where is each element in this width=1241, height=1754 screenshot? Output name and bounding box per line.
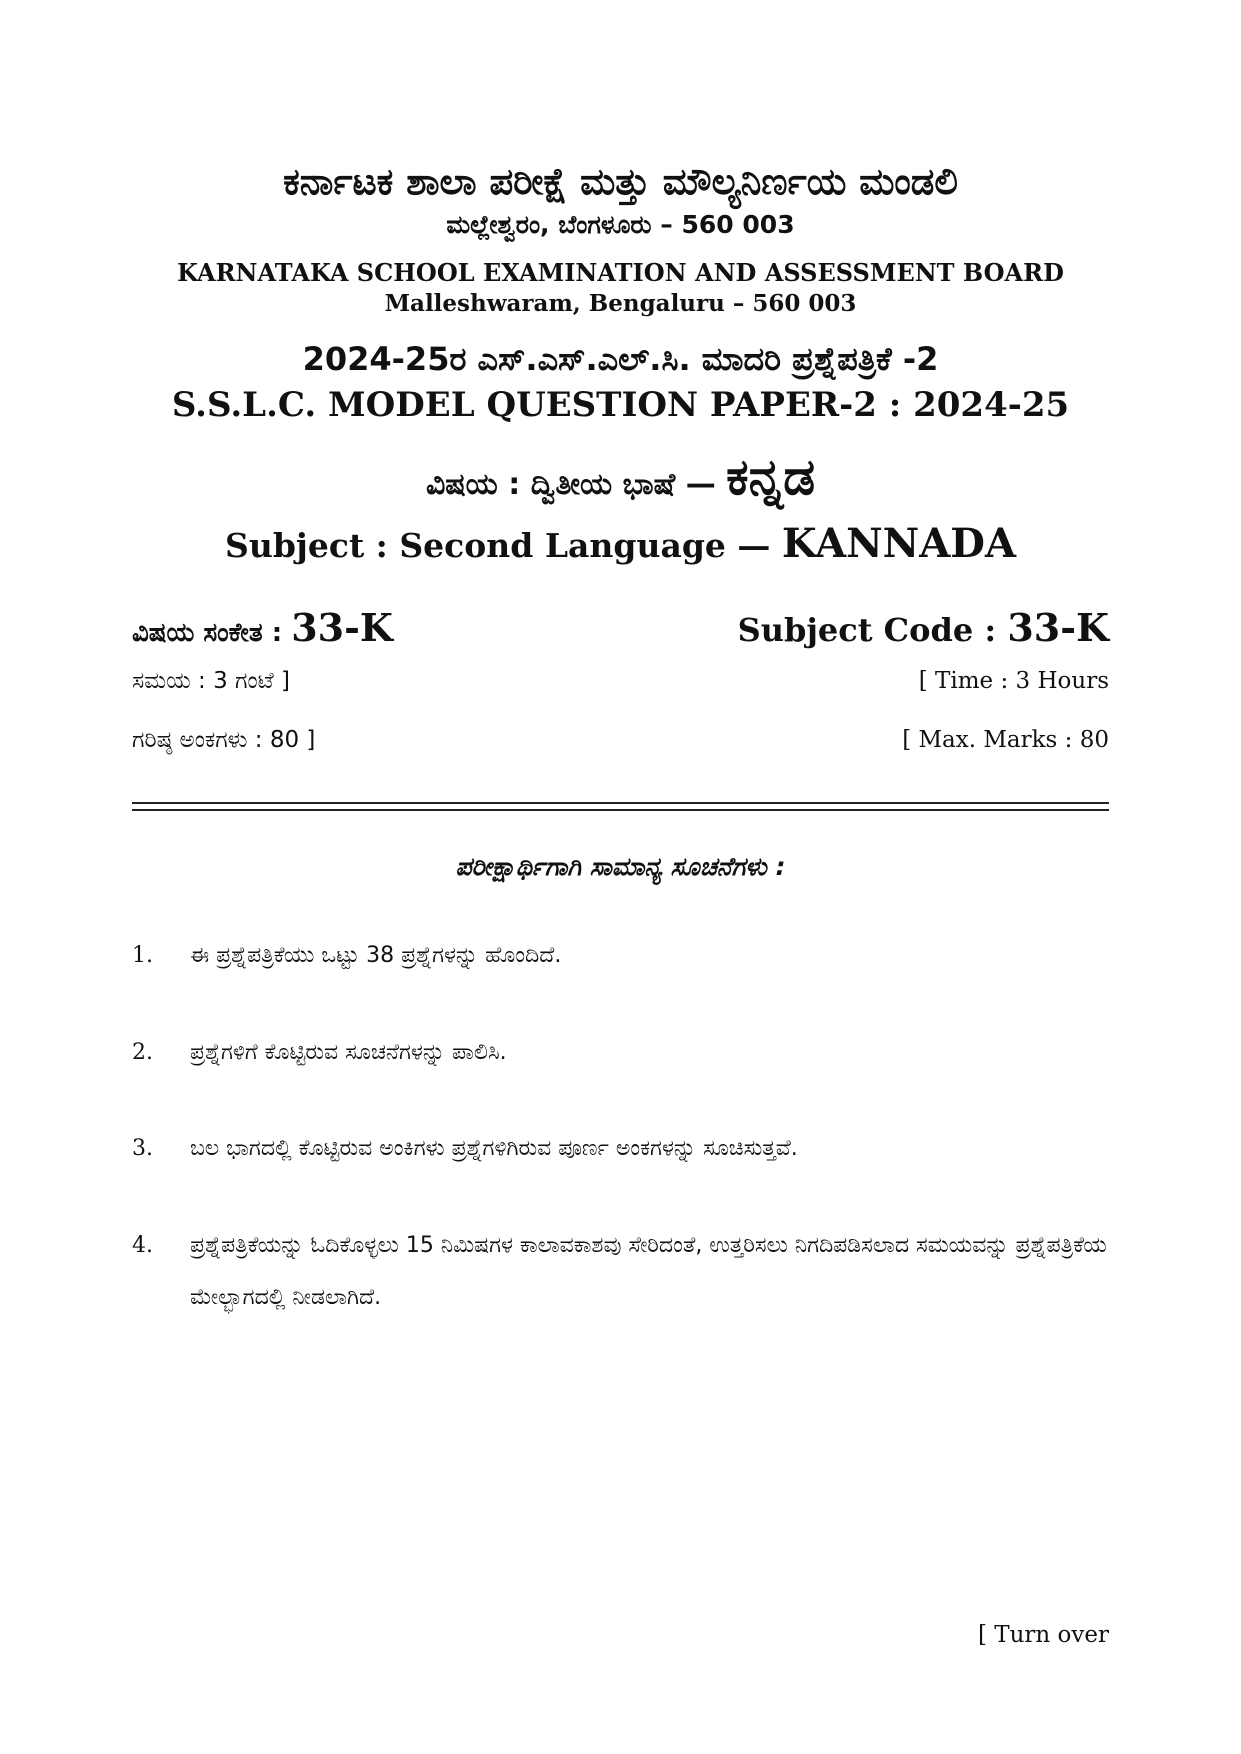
instruction-number: 4. — [132, 1233, 153, 1258]
subject-code-english-label: Subject Code : — [737, 611, 997, 649]
subject-kannada-prefix: ವಿಷಯ : ದ್ವಿತೀಯ ಭಾಷೆ — — [425, 467, 716, 502]
subject-english-name: KANNADA — [781, 520, 1016, 567]
max-marks-english: [ Max. Marks : 80 — [902, 727, 1109, 753]
subject-english-prefix: Subject : Second Language — — [225, 526, 771, 565]
instruction-text: ಪ್ರಶ್ನೆಗಳಿಗೆ ಕೊಟ್ಟಿರುವ ಸೂಚನೆಗಳನ್ನು ಪಾಲಿಸಿ. — [190, 1040, 507, 1065]
turn-over-note: [ Turn over — [977, 1622, 1109, 1648]
paper-title-english: S.S.L.C. MODEL QUESTION PAPER-2 : 2024-25 — [171, 385, 1070, 425]
paper-title-kannada: 2024-25ರ ಎಸ್.ಎಸ್.ಎಲ್.ಸಿ. ಮಾದರಿ ಪ್ರಶ್ನೆಪತ್ರಿಕೆ -2 — [302, 340, 939, 378]
instruction-number: 3. — [132, 1136, 153, 1161]
instruction-number: 2. — [132, 1040, 153, 1065]
max-marks-kannada: ಗರಿಷ್ಠ ಅಂಕಗಳು : 80 ] — [132, 727, 316, 753]
subject-code-kannada — [132, 605, 393, 650]
board-address-english: Malleshwaram, Bengaluru – 560 003 — [384, 290, 857, 317]
divider-line-bottom — [132, 809, 1109, 811]
time-english: [ Time : 3 Hours — [918, 668, 1109, 694]
instruction-text: ಈ ಪ್ರಶ್ನೆಪತ್ರಿಕೆಯು ಒಟ್ಟು 38 ಪ್ರಶ್ನೆಗಳನ್ನು ಹೊಂದಿದೆ. — [190, 943, 562, 968]
subject-english — [0, 520, 1241, 567]
time-kannada: ಸಮಯ : 3 ಗಂಟೆ ] — [132, 668, 290, 694]
instruction-text: ಬಲ ಭಾಗದಲ್ಲಿ ಕೊಟ್ಟಿರುವ ಅಂಕಿಗಳು ಪ್ರಶ್ನೆಗಳಿಗಿರುವ ಪೂರ್ಣ ಅಂಕಗಳನ್ನು ಸೂಚಿಸುತ್ತವೆ. — [190, 1136, 798, 1161]
board-name-english: KARNATAKA SCHOOL EXAMINATION AND ASSESSMENT BOARD — [177, 258, 1064, 287]
instructions-title: ಪರೀಕ್ಷಾರ್ಥಿಗಾಗಿ ಸಾಮಾನ್ಯ ಸೂಚನೆಗಳು : — [455, 852, 786, 881]
subject-kannada — [0, 448, 1241, 507]
instruction-number: 1. — [132, 943, 153, 968]
board-address-kannada: ಮಲ್ಲೇಶ್ವರಂ, ಬೆಂಗಳೂರು – 560 003 — [446, 210, 795, 239]
instruction-text: ಪ್ರಶ್ನೆಪತ್ರಿಕೆಯನ್ನು ಓದಿಕೊಳ್ಳಲು 15 ನಿಮಿಷಗಳ ಕಾಲಾವಕಾಶವು ಸೇರಿದಂತೆ, ಉತ್ತರಿಸಲು ನಿಗದಿಪಡಿಸಲಾದ ಸಮಯವನ್ನು ಪ್ರಶ್ನೆಪತ್ರಿಕೆಯ ಮೇಲ್ಭಾಗದಲ್ಲಿ ನೀಡಲಾಗಿದೆ. — [190, 1233, 1107, 1310]
subject-code-english — [738, 605, 1109, 650]
subject-code-english-value: 33-K — [1007, 605, 1109, 650]
divider-line-top — [132, 802, 1109, 804]
subject-code-kannada-label: ವಿಷಯ ಸಂಕೇತ : — [132, 618, 283, 648]
subject-kannada-name: ಕನ್ನಡ — [726, 448, 816, 506]
subject-code-kannada-value: 33-K — [291, 605, 393, 650]
board-name-kannada: ಕರ್ನಾಟಕ ಶಾಲಾ ಪರೀಕ್ಷೆ ಮತ್ತು ಮೌಲ್ಯನಿರ್ಣಯ ಮಂಡಲಿ — [283, 160, 958, 203]
